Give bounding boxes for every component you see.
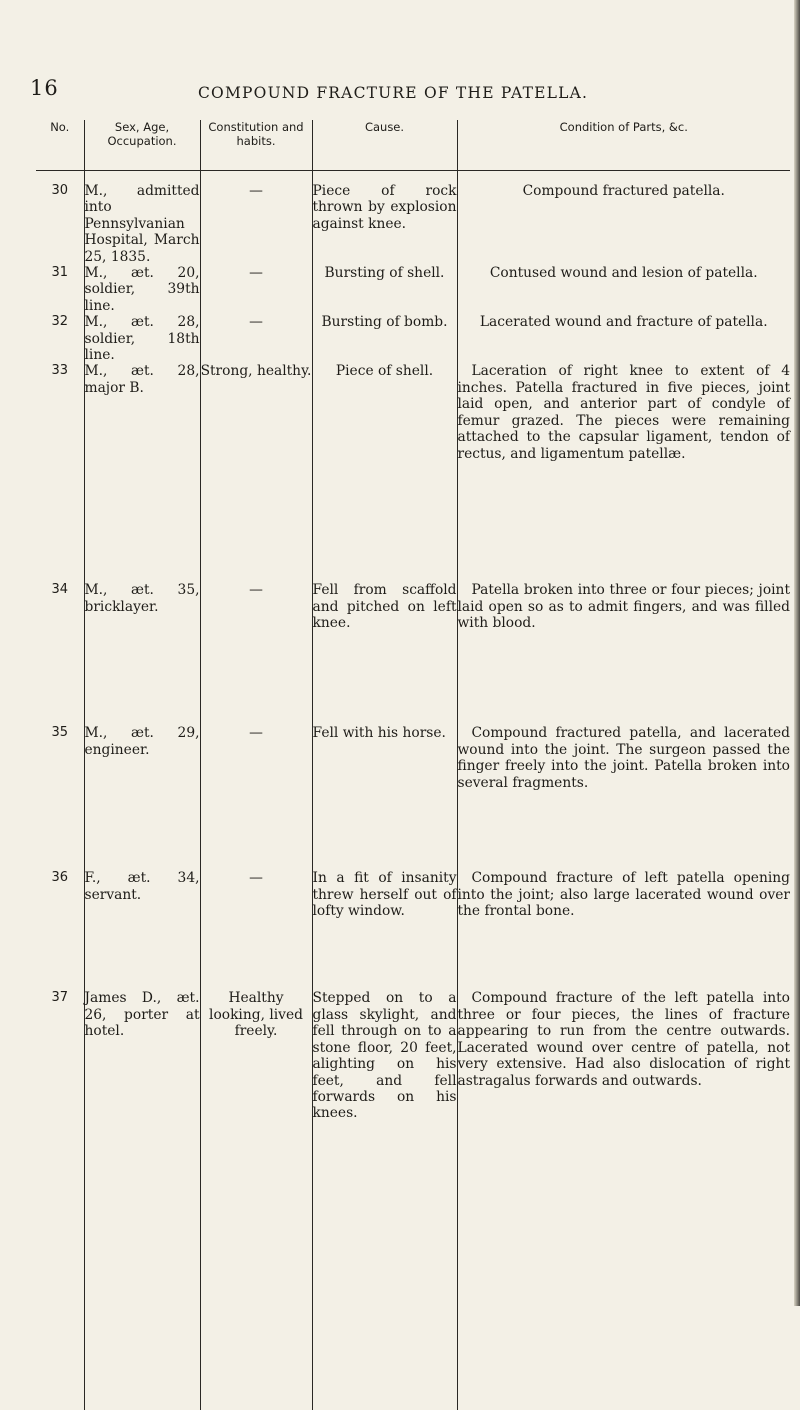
constitution: — xyxy=(200,314,312,363)
case-number: 35 xyxy=(51,725,69,741)
table-row xyxy=(36,868,790,988)
sex-age-occupation: James D., æt. 26, porter at hotel. xyxy=(84,988,200,1410)
condition: Compound fracture of left patella opening into the joint; also large lacerated wound over the frontal bone. xyxy=(457,868,790,988)
condition: Contused wound and lesion of patella. xyxy=(457,265,790,314)
case-number: 36 xyxy=(51,870,69,886)
sex-age-occupation: M., admitted into Pennsylvanian Hospital, March 25, 1835. xyxy=(84,171,200,266)
sex-age-occupation: M., æt. 28, major B. xyxy=(84,363,200,576)
cause: Bursting of bomb. xyxy=(312,314,457,363)
table-row xyxy=(36,265,790,314)
sex-age-occupation: F., æt. 34, servant. xyxy=(84,868,200,988)
condition: Patella broken into three or four pieces; joint laid open so as to admit fingers, and was filled with blood. xyxy=(457,576,790,725)
table-row xyxy=(36,314,790,363)
constitution: — xyxy=(200,725,312,868)
cause: Bursting of shell. xyxy=(312,265,457,314)
table-row xyxy=(36,576,790,725)
constitution: Healthy looking, lived freely. xyxy=(200,988,312,1410)
cause: Stepped on to a glass skylight, and fell through on to a stone floor, 20 feet, alighting on his feet, and fell forwards on his knees. xyxy=(312,988,457,1410)
header-no: No. xyxy=(36,120,84,171)
header-constitution: Constitution and habits. xyxy=(200,120,312,171)
condition: Compound fractured patella. xyxy=(457,171,790,266)
condition: Compound fractured patella, and lacerated wound into the joint. The surgeon passed the finger freely into the joint. Patella broken into several fragments. xyxy=(457,725,790,868)
cause: Piece of shell. xyxy=(312,363,457,576)
case-number: 34 xyxy=(51,582,69,598)
cause: Fell from scaffold and pitched on left knee. xyxy=(312,576,457,725)
table-row xyxy=(36,363,790,576)
table-row xyxy=(36,725,790,868)
header-condition: Condition of Parts, &c. xyxy=(457,120,790,171)
page-edge xyxy=(794,0,800,1306)
condition: Compound fracture of the left patella into three or four pieces, the lines of fracture appearing to run from the centre outwards. Lacerated wound over centre of patella, not very extensive. Had also dislocation of right astragalus forwards and outwards. xyxy=(457,988,790,1410)
cases-table xyxy=(36,120,790,1410)
constitution: — xyxy=(200,171,312,266)
header-cause: Cause. xyxy=(312,120,457,171)
sex-age-occupation: M., æt. 28, soldier, 18th line. xyxy=(84,314,200,364)
sex-age-occupation: M., æt. 29, engineer. xyxy=(84,725,200,868)
cause: Piece of rock thrown by explosion against knee. xyxy=(312,171,457,266)
header-sex-age-occupation: Sex, Age, Occupation. xyxy=(84,120,200,171)
case-number: 30 xyxy=(51,183,69,198)
condition: Laceration of right knee to extent of 4 inches. Patella fractured in five pieces, joint laid open, and anterior part of condyle of femur grazed. The pieces were remaining attached to the capsular ligament, tendon of rectus, and ligamentum patellæ. xyxy=(457,363,790,576)
constitution: Strong, healthy. xyxy=(200,363,312,576)
case-number: 31 xyxy=(51,265,69,281)
case-number: 32 xyxy=(51,314,69,330)
table-row xyxy=(36,988,790,1410)
header-row xyxy=(36,120,790,171)
cause: In a fit of insanity threw herself out of lofty window. xyxy=(312,868,457,988)
case-number: 33 xyxy=(51,363,69,379)
running-head: COMPOUND FRACTURE OF THE PATELLA. xyxy=(198,84,589,102)
condition: Lacerated wound and fracture of patella. xyxy=(457,314,790,363)
constitution: — xyxy=(200,576,312,725)
constitution: — xyxy=(200,265,312,314)
table-row xyxy=(36,171,790,266)
case-number: 37 xyxy=(51,990,69,1006)
sex-age-occupation: M., æt. 35, bricklayer. xyxy=(84,576,200,725)
sex-age-occupation: M., æt. 20, soldier, 39th line. xyxy=(84,265,200,314)
cause: Fell with his horse. xyxy=(312,725,457,868)
constitution: — xyxy=(200,868,312,988)
page-number: 16 xyxy=(30,76,59,100)
